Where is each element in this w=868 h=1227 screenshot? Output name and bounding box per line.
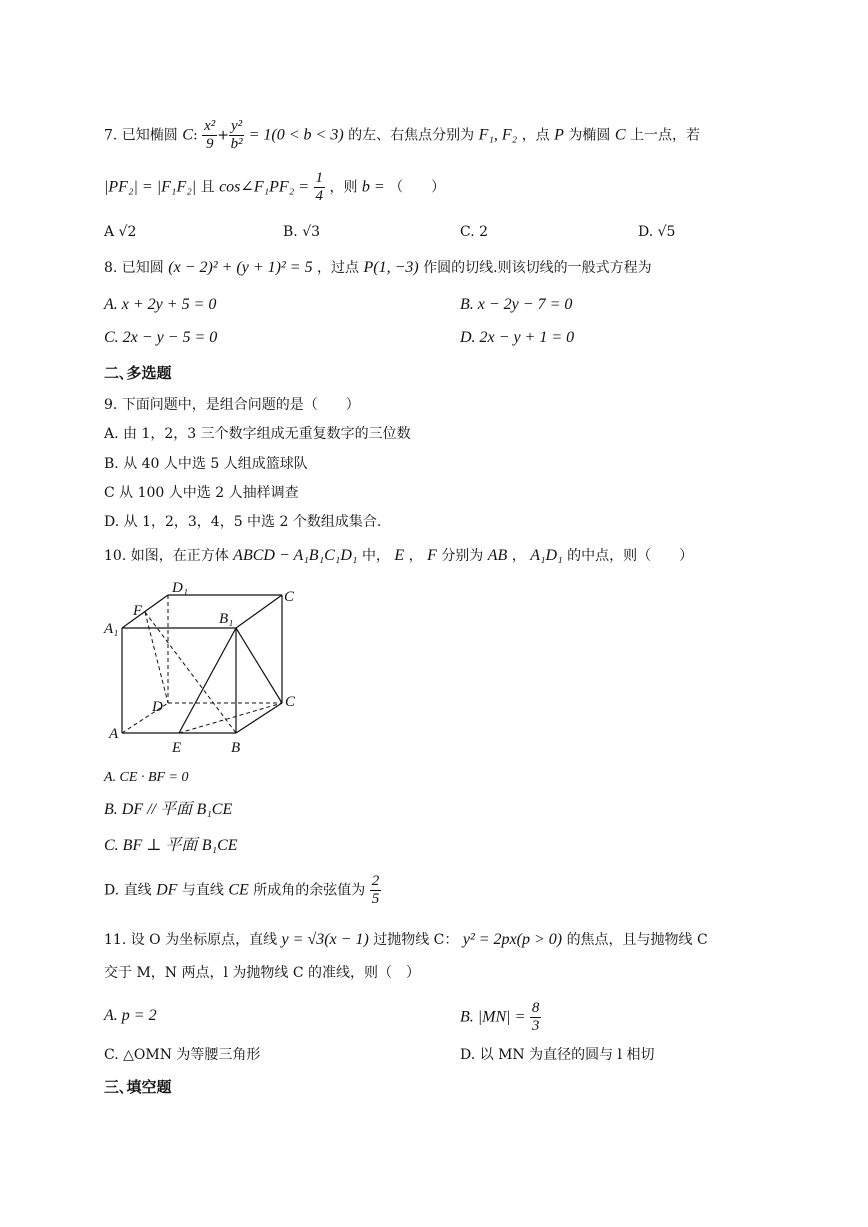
q11-text: 过抛物线 C： bbox=[373, 932, 459, 948]
q10-text: 中， bbox=[361, 548, 390, 564]
label-d: D bbox=[152, 699, 163, 715]
q10-line-ce: CE bbox=[228, 881, 249, 899]
q8-option-b: B. x − 2y − 7 = 0 bbox=[460, 296, 573, 313]
segment-b1-e bbox=[179, 628, 236, 733]
q8-text: 8. 已知圆 bbox=[104, 260, 164, 276]
q10-text: ， bbox=[511, 548, 526, 564]
q11-option-c: C. △OMN 为等腰三角形 bbox=[104, 1047, 261, 1063]
q7-text: ，则 bbox=[329, 179, 358, 196]
q7-text: 上一点，若 bbox=[629, 127, 700, 144]
q7-frac-y: $\frac{\text{y²}}{\text{b²}}$ bbox=[230, 118, 243, 152]
q11-line2: 交于 M，N 两点，l 为抛物线 C 的准线，则（ ） bbox=[104, 965, 421, 981]
q10-text: 10. 如图，在正方体 bbox=[104, 548, 229, 564]
q10-text: 的中点，则（ ） bbox=[567, 548, 694, 564]
q10-option-b-text: B. DF // 平面 bbox=[104, 801, 192, 818]
section-heading-fill-in: 三､填空题 bbox=[104, 1078, 172, 1096]
label-c: C bbox=[285, 694, 296, 710]
q11-parabola: y² = 2px(p > 0) bbox=[462, 931, 563, 948]
q7-text: 7. 已知椭圆 bbox=[104, 127, 178, 144]
q11-frac-eight-thirds: $\frac{8}{3}$ bbox=[531, 1000, 540, 1034]
q11-text: 的焦点，且与抛物线 C bbox=[566, 932, 708, 948]
q10-cube: ABCD − A₁B₁C₁D₁ bbox=[233, 547, 358, 564]
q7-line1: 7. 已知椭圆 C: $\frac{\text{x²}}{9}$ + $\frac{\text{y²}}{\text{b²}}$ = 1(0 < b < 3) 的左、右焦点分别为 F₁, F₂ ，点 P 为椭圆 C 上一点，若 bbox=[104, 118, 700, 152]
q7-point: P bbox=[554, 126, 564, 144]
q7-var-b: b = bbox=[361, 178, 385, 196]
q7-frac-quarter: $\frac{1}{4}$ bbox=[315, 170, 324, 204]
q8-option-d: D. 2x − y + 1 = 0 bbox=[460, 329, 575, 346]
q7-option-b: B. √3 bbox=[283, 224, 321, 240]
q8-text: ，过点 bbox=[317, 260, 360, 276]
q8-stem bbox=[104, 258, 652, 278]
q11-line-equation: y = √3(x − 1) bbox=[281, 931, 369, 948]
q10-point-e: E bbox=[394, 547, 405, 564]
q7-condition: |PF₂| = |F₁F₂| bbox=[104, 178, 197, 196]
q10-option-d bbox=[104, 873, 381, 908]
q10-segment-ab: AB bbox=[487, 547, 508, 564]
q8-option-c: C. 2x − y − 5 = 0 bbox=[104, 329, 218, 346]
q11-option-b-text: B. |MN| = bbox=[460, 1008, 526, 1026]
q7-ellipse-name: C bbox=[614, 126, 626, 144]
q9-option-a: A. 由 1，2，3 三个数字组成无重复数字的三位数 bbox=[104, 426, 411, 442]
q7-text: 为椭圆 bbox=[568, 127, 611, 144]
q8-point: P(1, −3) bbox=[363, 259, 419, 276]
q9-option-c: C 从 100 人中选 2 人抽样调查 bbox=[104, 485, 299, 501]
q10-text: ， bbox=[408, 548, 423, 564]
q10-text: 分别为 bbox=[441, 548, 484, 564]
segment-f-d bbox=[145, 612, 168, 703]
q7-text: ，点 bbox=[521, 127, 550, 144]
cube-figure bbox=[100, 575, 310, 760]
q10-point-f: F bbox=[427, 547, 437, 564]
q7-ellipse-name: C bbox=[182, 126, 193, 144]
q10-text: 与直线 bbox=[181, 882, 224, 899]
q7-foci: F₁, F₂ bbox=[478, 126, 518, 144]
edge-a1-d1 bbox=[122, 595, 168, 628]
label-c1: C bbox=[284, 589, 295, 605]
q9-option-b: B. 从 40 人中选 5 人组成篮球队 bbox=[104, 456, 308, 472]
q11-line1 bbox=[104, 930, 708, 950]
segment-b1-c bbox=[236, 628, 282, 703]
edge-b-c bbox=[236, 703, 282, 733]
q11-option-d: D. 以 MN 为直径的圆与 l 相切 bbox=[460, 1047, 655, 1063]
q10-line-df: DF bbox=[156, 881, 178, 899]
label-b1: B₁ bbox=[219, 611, 234, 627]
q8-option-a: A. x + 2y + 5 = 0 bbox=[104, 296, 217, 313]
q10-option-b-plane: B₁CE bbox=[196, 801, 233, 818]
q11-option-a: A. p = 2 bbox=[104, 1007, 157, 1024]
section-heading-multiple-choice: 二､多选题 bbox=[104, 364, 172, 382]
q10-option-c-text: C. BF ⊥ 平面 bbox=[104, 837, 198, 854]
q8-text: 作圆的切线.则该切线的一般式方程为 bbox=[423, 260, 652, 276]
q7-cos: cos∠F₁PF₂ = bbox=[219, 178, 310, 196]
q7-line2 bbox=[104, 170, 445, 205]
label-d1: D₁ bbox=[172, 580, 189, 596]
label-b: B bbox=[231, 740, 241, 756]
q7-option-a: A √2 bbox=[104, 224, 137, 240]
q10-text: D. 直线 bbox=[104, 882, 152, 899]
q7-paren: （ ） bbox=[389, 179, 446, 196]
q7-frac-x: $\frac{\text{x²}}{9}$ bbox=[204, 118, 216, 152]
q7-option-c: C. 2 bbox=[460, 224, 489, 240]
label-f: F bbox=[133, 603, 143, 619]
label-a1: A₁ bbox=[104, 621, 119, 637]
q10-text: 所成角的余弦值为 bbox=[253, 882, 366, 899]
q10-option-c bbox=[104, 836, 238, 856]
q11-text: 11. 设 O 为坐标原点，直线 bbox=[104, 932, 278, 948]
q10-option-a: A. CE · BF = 0 bbox=[104, 770, 189, 785]
q7-text: 的左、右焦点分别为 bbox=[348, 127, 475, 144]
q10-stem bbox=[104, 546, 693, 566]
q9-stem: 9. 下面问题中，是组合问题的是（ ） bbox=[104, 397, 360, 413]
label-a: A bbox=[109, 726, 119, 742]
edge-b1-c1 bbox=[236, 595, 282, 628]
q7-option-d: D. √5 bbox=[638, 224, 676, 240]
q7-ellipse-rhs: = 1(0 < b < 3) bbox=[248, 126, 344, 144]
q10-option-b bbox=[104, 800, 232, 820]
q9-option-d: D. 从 1，2，3，4，5 中选 2 个数组成集合. bbox=[104, 514, 382, 530]
q7-text: 且 bbox=[200, 179, 215, 196]
q8-circle-equation: (x − 2)² + (y + 1)² = 5 bbox=[168, 259, 313, 276]
q10-frac-two-fifths: $\frac{2}{5}$ bbox=[371, 873, 380, 907]
q10-option-c-plane: B₁CE bbox=[201, 837, 238, 854]
label-e: E bbox=[172, 740, 182, 756]
q11-option-b bbox=[460, 1000, 541, 1035]
q10-segment-a1d1: A₁D₁ bbox=[530, 547, 563, 564]
segment-e-c bbox=[179, 703, 282, 733]
